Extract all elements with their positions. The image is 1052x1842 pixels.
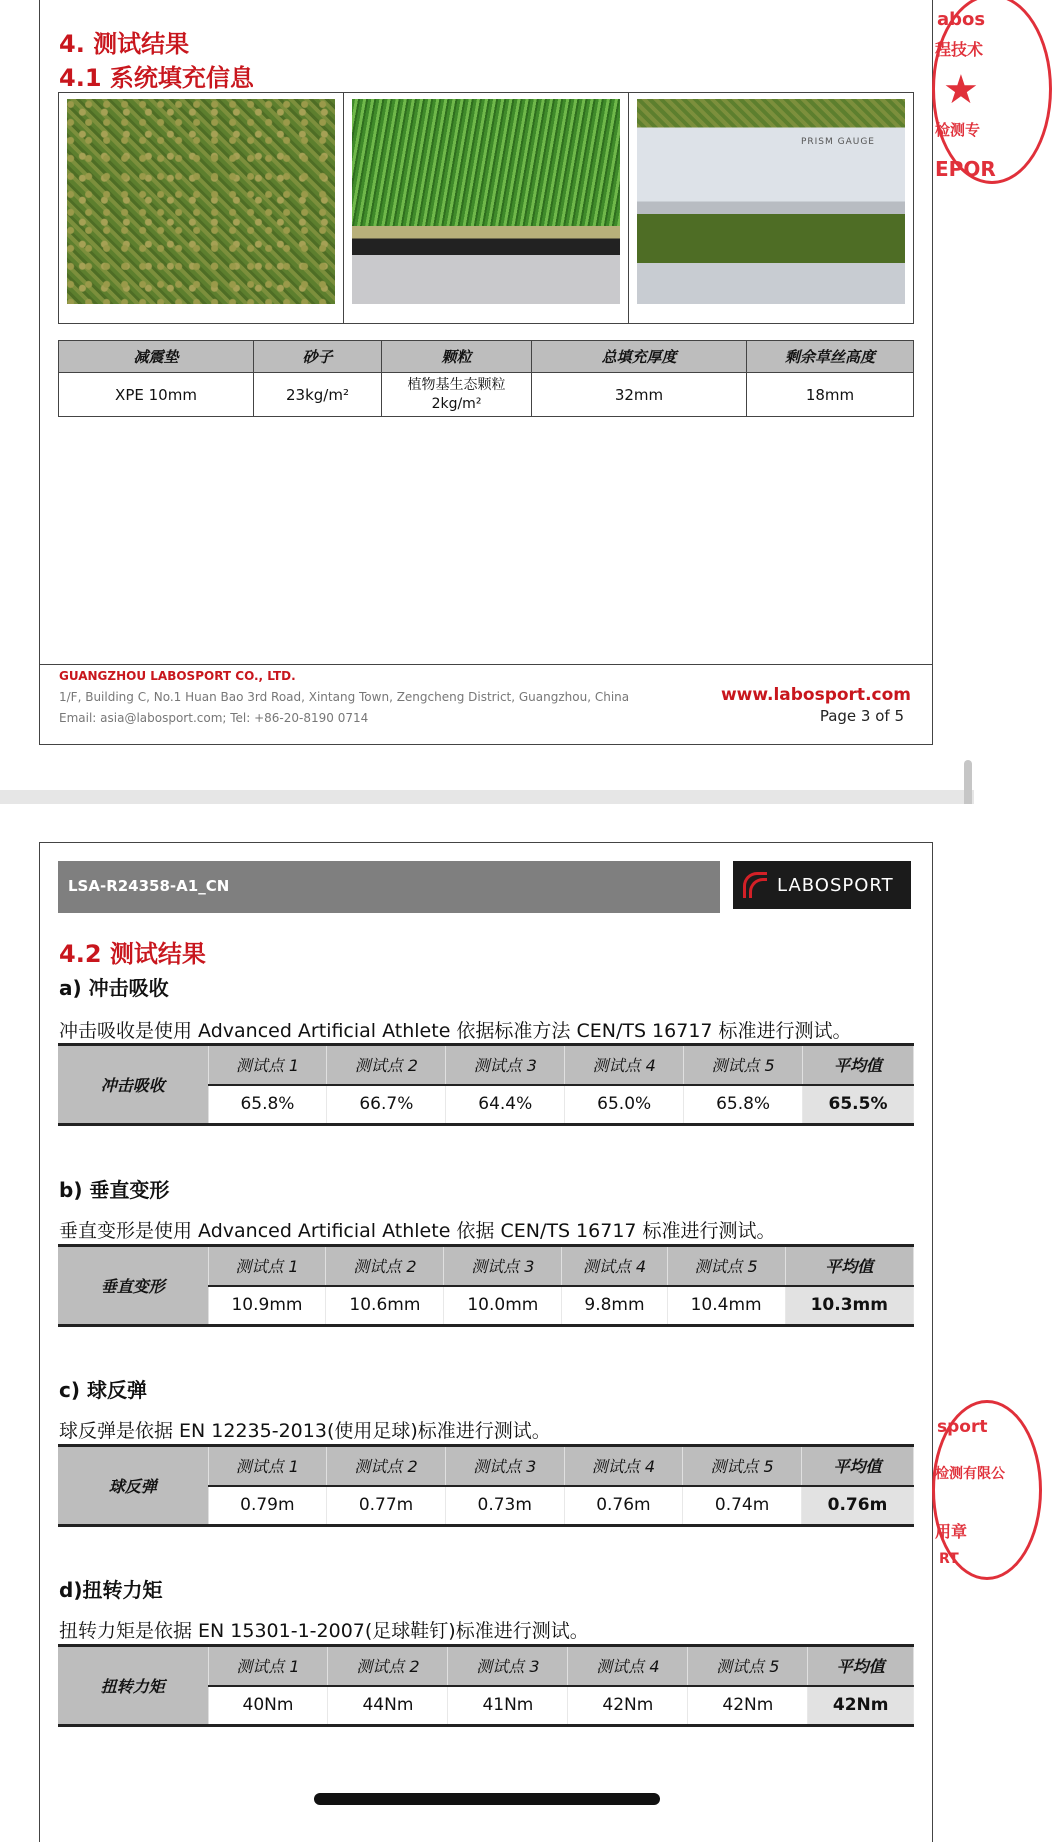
table-header: 剩余草丝高度 bbox=[747, 341, 914, 373]
table-header-row bbox=[58, 1646, 914, 1686]
table-header: 颗粒 bbox=[382, 341, 532, 373]
table-cell: 42Nm bbox=[688, 1686, 808, 1726]
table-cell: 65.8% bbox=[684, 1085, 803, 1125]
row-label: 球反弹 bbox=[58, 1446, 208, 1526]
table-header: 测试点 1 bbox=[208, 1446, 327, 1486]
seal-text: RT bbox=[939, 1551, 959, 1567]
labosport-logo bbox=[733, 861, 911, 909]
table-cell: 0.74m bbox=[683, 1486, 802, 1526]
row-label: 扭转力矩 bbox=[58, 1646, 208, 1726]
table-row bbox=[59, 373, 914, 417]
table-cell-average: 10.3mm bbox=[785, 1286, 913, 1326]
gauge-photo bbox=[637, 99, 905, 304]
table-cell-average: 0.76m bbox=[801, 1486, 913, 1526]
turf-section-photo bbox=[352, 99, 620, 304]
table-header: 测试点 2 bbox=[326, 1246, 444, 1286]
test-title: c) 球反弹 bbox=[59, 1378, 147, 1402]
table-header: 测试点 3 bbox=[446, 1045, 565, 1085]
section-heading: 4.2 测试结果 bbox=[59, 940, 206, 968]
test-title: a) 冲击吸收 bbox=[59, 976, 169, 1000]
test-title: d)扭转力矩 bbox=[59, 1578, 163, 1602]
seal-text: 用章 bbox=[935, 1522, 968, 1541]
seal-text: 检测专 bbox=[935, 121, 981, 139]
infill-spec-table bbox=[58, 340, 914, 417]
photo-cell bbox=[59, 93, 344, 323]
logo-mark-icon bbox=[743, 870, 769, 900]
seal-star-icon: ★ bbox=[943, 67, 979, 113]
table-cell: 41Nm bbox=[448, 1686, 568, 1726]
table-header: 减震垫 bbox=[59, 341, 254, 373]
table-header: 测试点 4 bbox=[564, 1446, 683, 1486]
seal-text: 检测有限公 bbox=[935, 1466, 1005, 1482]
table-header: 测试点 3 bbox=[448, 1646, 568, 1686]
table-header: 总填充厚度 bbox=[532, 341, 747, 373]
seal-text: EPOR bbox=[935, 157, 996, 181]
row-label: 垂直变形 bbox=[58, 1246, 208, 1326]
test-description: 冲击吸收是使用 Advanced Artificial Athlete 依据标准方法 CEN/TS 16717 标准进行测试。 bbox=[59, 1020, 852, 1042]
rotational-torque-table bbox=[58, 1644, 914, 1727]
vertical-deformation-table bbox=[58, 1244, 914, 1327]
table-header: 测试点 5 bbox=[683, 1446, 802, 1486]
home-indicator[interactable] bbox=[314, 1793, 660, 1805]
table-cell-average: 42Nm bbox=[808, 1686, 914, 1726]
table-cell: 0.76m bbox=[564, 1486, 683, 1526]
table-cell: 9.8mm bbox=[562, 1286, 667, 1326]
test-description: 垂直变形是使用 Advanced Artificial Athlete 依据 CEN/TS 16717 标准进行测试。 bbox=[59, 1220, 776, 1242]
table-cell: 18mm bbox=[747, 373, 914, 417]
table-cell: 0.79m bbox=[208, 1486, 327, 1526]
table-cell: 0.73m bbox=[445, 1486, 564, 1526]
table-header: 测试点 2 bbox=[328, 1646, 448, 1686]
table-header: 测试点 4 bbox=[565, 1045, 684, 1085]
ball-rebound-table bbox=[58, 1444, 914, 1527]
table-cell: 42Nm bbox=[568, 1686, 688, 1726]
test-description: 扭转力矩是依据 EN 15301-1-2007(足球鞋钉)标准进行测试。 bbox=[59, 1620, 589, 1642]
table-header: 测试点 5 bbox=[667, 1246, 785, 1286]
table-cell: 65.8% bbox=[208, 1085, 327, 1125]
logo-text: LABOSPORT bbox=[777, 874, 894, 896]
table-cell: XPE 10mm bbox=[59, 373, 254, 417]
page-number: Page 3 of 5 bbox=[819, 707, 904, 725]
subsection-heading: 4.1 系统填充信息 bbox=[59, 64, 254, 92]
table-header: 测试点 3 bbox=[444, 1246, 562, 1286]
footer-website-link[interactable]: www.labosport.com bbox=[720, 685, 911, 705]
table-header-average: 平均值 bbox=[808, 1646, 914, 1686]
table-header: 测试点 3 bbox=[445, 1446, 564, 1486]
table-header: 测试点 1 bbox=[208, 1045, 327, 1085]
table-header-row bbox=[58, 1246, 914, 1286]
table-header: 测试点 1 bbox=[208, 1646, 328, 1686]
table-cell: 44Nm bbox=[328, 1686, 448, 1726]
table-cell: 植物基生态颗粒 2kg/m² bbox=[382, 373, 532, 417]
photo-strip bbox=[58, 92, 914, 324]
table-cell: 66.7% bbox=[327, 1085, 446, 1125]
photo-cell bbox=[344, 93, 629, 323]
table-cell: 32mm bbox=[532, 373, 747, 417]
table-header: 测试点 5 bbox=[684, 1045, 803, 1085]
table-header-row bbox=[58, 1045, 914, 1085]
table-header-average: 平均值 bbox=[803, 1045, 914, 1085]
page-gap bbox=[0, 790, 974, 804]
test-description: 球反弹是依据 EN 12235-2013(使用足球)标准进行测试。 bbox=[59, 1420, 551, 1442]
report-id-banner: LSA-R24358-A1_CN bbox=[58, 861, 720, 913]
table-cell: 23kg/m² bbox=[254, 373, 382, 417]
seal-text: abos bbox=[937, 9, 986, 30]
table-cell: 10.4mm bbox=[667, 1286, 785, 1326]
official-seal-stamp bbox=[932, 0, 1052, 184]
shock-absorption-table bbox=[58, 1043, 914, 1126]
table-header-average: 平均值 bbox=[785, 1246, 913, 1286]
photo-cell bbox=[629, 93, 913, 323]
page-3 bbox=[0, 0, 996, 790]
official-seal-stamp bbox=[932, 1400, 1042, 1580]
table-header: 测试点 2 bbox=[327, 1045, 446, 1085]
test-title: b) 垂直变形 bbox=[59, 1178, 170, 1202]
table-cell: 65.0% bbox=[565, 1085, 684, 1125]
table-header-row bbox=[59, 341, 914, 373]
footer-divider bbox=[40, 664, 932, 665]
table-header-row bbox=[58, 1446, 914, 1486]
table-cell: 10.0mm bbox=[444, 1286, 562, 1326]
table-cell-average: 65.5% bbox=[803, 1085, 914, 1125]
table-header-average: 平均值 bbox=[801, 1446, 913, 1486]
footer-contact: Email: asia@labosport.com; Tel: +86-20-8190 0714 bbox=[59, 711, 369, 725]
table-header: 测试点 5 bbox=[688, 1646, 808, 1686]
table-cell: 10.9mm bbox=[208, 1286, 326, 1326]
seal-text: sport bbox=[937, 1417, 988, 1437]
footer-address: 1/F, Building C, No.1 Huan Bao 3rd Road, Xintang Town, Zengcheng District, Guangzhou, China bbox=[59, 690, 630, 704]
table-header: 测试点 4 bbox=[568, 1646, 688, 1686]
table-cell: 10.6mm bbox=[326, 1286, 444, 1326]
table-header: 测试点 4 bbox=[562, 1246, 667, 1286]
gauge-label: PRISM GAUGE bbox=[800, 137, 875, 147]
page-4 bbox=[0, 804, 1005, 1804]
seal-text: 程技术 bbox=[935, 40, 984, 59]
turf-top-photo bbox=[67, 99, 335, 304]
table-cell: 0.77m bbox=[327, 1486, 446, 1526]
table-cell: 64.4% bbox=[446, 1085, 565, 1125]
footer-company: GUANGZHOU LABOSPORT CO., LTD. bbox=[59, 669, 296, 683]
table-cell: 40Nm bbox=[208, 1686, 328, 1726]
row-label: 冲击吸收 bbox=[58, 1045, 208, 1125]
table-header: 测试点 2 bbox=[327, 1446, 446, 1486]
section-heading: 4. 测试结果 bbox=[59, 30, 190, 58]
table-header: 测试点 1 bbox=[208, 1246, 326, 1286]
table-header: 砂子 bbox=[254, 341, 382, 373]
